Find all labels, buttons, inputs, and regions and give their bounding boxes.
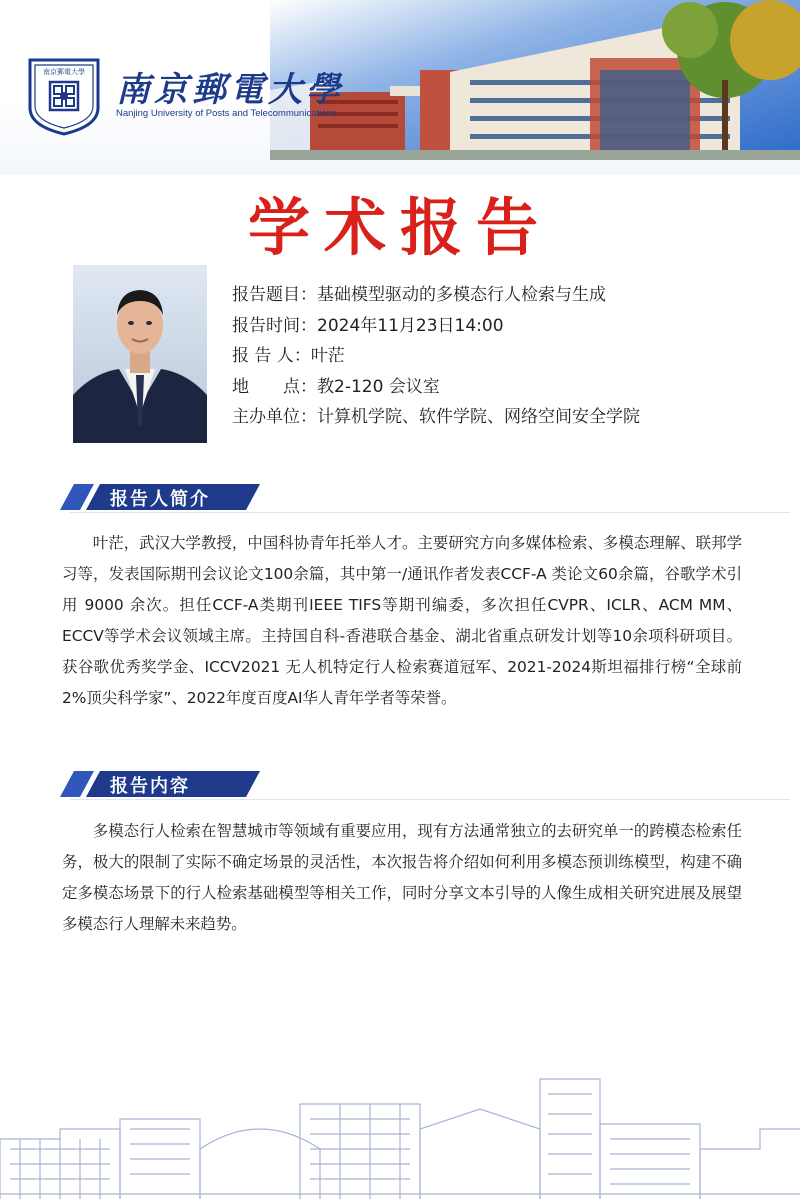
info-value: 计算机学院、软件学院、网络空间安全学院 — [317, 407, 640, 428]
info-label: 报告时间 — [232, 315, 300, 336]
info-value: 教2-120 会议室 — [317, 376, 440, 397]
university-name-cn: 南京郵電大學 — [116, 70, 344, 110]
info-label: 报告题目 — [232, 285, 300, 305]
university-seal — [26, 56, 102, 136]
bio-paragraph: 叶茫，武汉大学教授，中国科协青年托举人才。主要研究方向多媒体检索、多模态理解、联邦学习等，发表国际期刊会议论文100余篇，其中第一/通讯作者发表CCF-A 类论文60余篇，谷歌学术引用 9000 余次。担任CCF-A类期刊IEEE TIFS等期刊编委，多次担任CVPR、ICLR、ACM MM、ECCV等学术会议领域主席。主持国自科-香港联合基金、湖北省重点研发计划等10余项科研项目。获谷歌优秀奖学金、ICCV2021 无人机特定行人检索赛道冠军、2021-2024斯坦福排行榜“全球前2%顶尖科学家”、2022年度百度AI华人青年学者等荣誉。 — [62, 534, 742, 707]
info-row-organizer: 主办单位 ： 计算机学院、软件学院、网络空间安全学院 — [232, 402, 792, 433]
section-header-bio — [60, 482, 260, 512]
content-paragraph: 多模态行人检索在智慧城市等领域有重要应用，现有方法通常独立的去研究单一的跨模态检索任务，极大的限制了实际不确定场景的灵活性，本次报告将介绍如何利用多模态预训练模型，构建不确定多模态场景下的行人检索基础模型等相关工作，同时分享文本引导的人像生成相关研究进展及展望多模态行人理解未来趋势。 — [62, 822, 742, 933]
divider — [70, 512, 790, 513]
svg-text:南京郵電大學: 南京郵電大學 — [43, 68, 85, 76]
campus-skyline-illustration — [0, 1069, 800, 1199]
section-header-content — [60, 769, 260, 799]
report-info — [232, 280, 792, 433]
info-value: 基础模型驱动的多模态行人检索与生成 — [317, 285, 606, 305]
info-row-title: 报告题目 ： 基础模型驱动的多模态行人检索与生成 — [232, 280, 792, 311]
section-heading: 报告内容 — [110, 776, 190, 797]
university-name-en: Nanjing University of Posts and Telecommunications — [116, 108, 337, 119]
section-heading: 报告人简介 — [110, 489, 210, 510]
campus-photo — [270, 0, 800, 165]
info-row-speaker: 报 告 人 ： 叶茫 — [232, 341, 792, 372]
page-title: 学术报告 — [247, 191, 552, 264]
info-label: 报 告 人 — [232, 346, 294, 367]
speaker-photo — [73, 265, 207, 443]
info-value: 2024年11月23日14:00 — [317, 315, 504, 336]
info-label: 主办单位 — [232, 407, 300, 428]
info-row-time: 报告时间 ： 2024年11月23日14:00 — [232, 311, 792, 342]
info-label: 地 点 — [232, 376, 300, 397]
info-row-location: 地 点 ： 教2-120 会议室 — [232, 372, 792, 403]
header-banner — [0, 0, 800, 175]
divider — [70, 799, 790, 800]
info-value: 叶茫 — [310, 346, 345, 367]
